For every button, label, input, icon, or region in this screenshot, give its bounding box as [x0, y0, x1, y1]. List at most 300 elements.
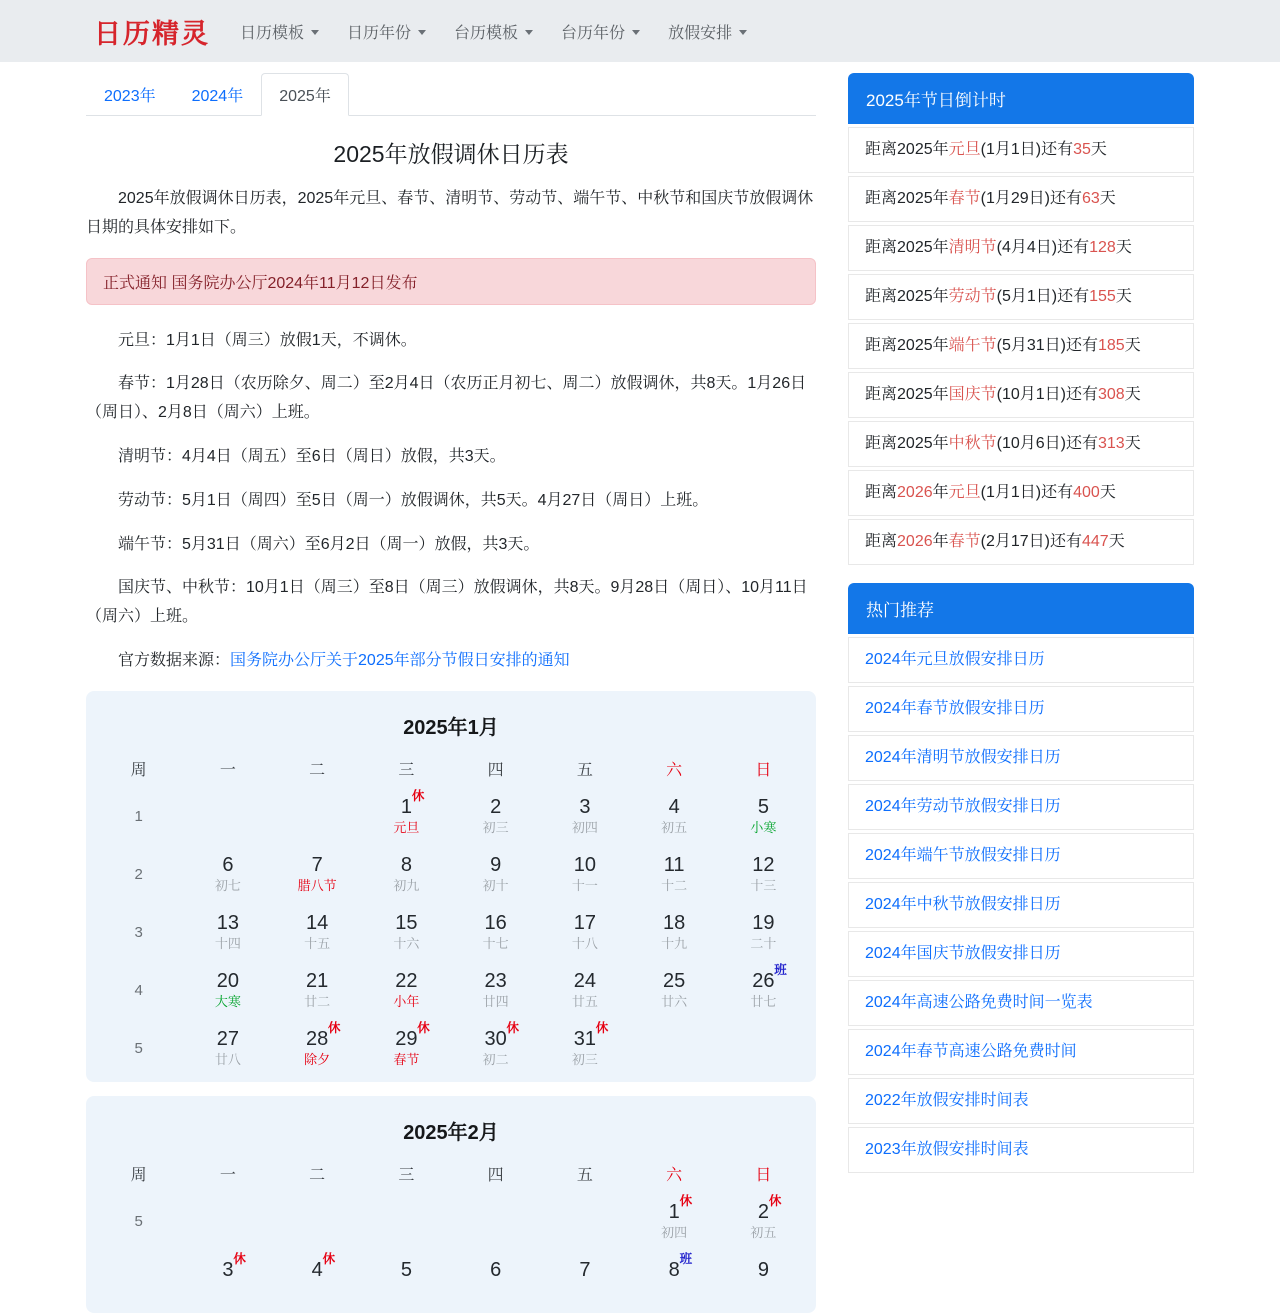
- page-title: 2025年放假调休日历表: [333, 141, 569, 167]
- lunar-label: 十五: [304, 936, 331, 952]
- week-number: 4: [134, 981, 143, 999]
- chevron-down-icon: [525, 30, 533, 35]
- countdown-holiday-name: 劳动节: [948, 288, 997, 305]
- day-number-wrap: [306, 971, 328, 992]
- lunar-label: [630, 1284, 719, 1299]
- nav-menu: [226, 12, 761, 51]
- rest-day-badge: 休: [595, 1021, 609, 1036]
- day-number-wrap: [574, 913, 596, 934]
- day-number-wrap: [312, 855, 323, 876]
- day-number-wrap: [574, 971, 596, 992]
- lunar-label: 除夕: [304, 1052, 331, 1068]
- lunar-label: [362, 1284, 451, 1299]
- week-number: 2: [134, 865, 143, 883]
- countdown-date-text: (1月1日)还有: [980, 484, 1074, 501]
- hot-item-link[interactable]: 2024年劳动节放假安排日历: [865, 798, 1061, 815]
- calendar-day-cell: [719, 1251, 808, 1309]
- tab-2023年[interactable]: 2023年: [104, 88, 156, 105]
- holiday-paragraphs: [86, 327, 816, 632]
- lunar-label: 初三: [571, 1052, 598, 1068]
- source-label: 官方数据来源：: [118, 651, 231, 669]
- lunar-label: 初五: [661, 820, 688, 836]
- countdown-prefix: 距离: [865, 141, 898, 158]
- weekday-header: 周: [130, 762, 147, 780]
- hot-item: [848, 882, 1194, 928]
- hot-item-link[interactable]: 2023年放假安排时间表: [865, 1141, 1029, 1158]
- countdown-year-suffix: 年: [932, 239, 949, 256]
- rest-day-badge: 休: [411, 789, 425, 804]
- countdown-year-suffix: 年: [932, 141, 949, 158]
- countdown-year: 2025: [897, 386, 933, 403]
- calendar-month-title: 2025年2月: [403, 1121, 499, 1144]
- day-number-wrap: [311, 1252, 336, 1282]
- calendar-day-cell: [362, 788, 451, 846]
- weekday-header: 二: [309, 762, 326, 780]
- hot-item-link[interactable]: 2024年中秋节放假安排日历: [865, 896, 1061, 913]
- calendar-day-cell: [540, 1020, 629, 1078]
- calendar-month: [86, 691, 816, 1082]
- countdown-panel: [848, 73, 1194, 565]
- calendar-day-cell: [540, 846, 629, 904]
- hot-panel-title: 热门推荐: [848, 583, 1194, 634]
- official-notice-alert: 正式通知 国务院办公厅2024年11月12日发布: [86, 258, 816, 305]
- holiday-paragraph: 国庆节、中秋节：10月1日（周三）至8日（周三）放假调休，共8天。9月28日（周日）、10月11日（周六）上班。: [86, 579, 808, 626]
- rest-day-badge: 休: [679, 1194, 693, 1209]
- lunar-label: 廿七: [750, 994, 777, 1010]
- hot-item: [848, 686, 1194, 732]
- calendar-day-cell: [630, 904, 719, 962]
- day-number-wrap: [222, 1252, 246, 1282]
- countdown-year-suffix: 年: [932, 386, 949, 403]
- countdown-suffix: 天: [1124, 435, 1141, 452]
- day-number: 2: [490, 796, 502, 819]
- calendar-empty-cell: [630, 1020, 719, 1078]
- countdown-item: [848, 421, 1194, 467]
- chevron-down-icon: [311, 30, 319, 35]
- nav-item-label: 放假安排: [668, 24, 733, 42]
- day-number: 6: [222, 854, 234, 877]
- lunar-label: [273, 1284, 362, 1299]
- countdown-days-remaining: 63: [1082, 190, 1100, 207]
- countdown-date-text: (1月1日)还有: [980, 141, 1074, 158]
- countdown-item: [848, 323, 1194, 369]
- countdown-prefix: 距离: [865, 190, 898, 207]
- lunar-label: 廿四: [482, 994, 509, 1010]
- holiday-paragraph: 元旦：1月1日（周三）放假1天，不调休。: [118, 331, 417, 349]
- calendar-day-cell: [451, 1251, 540, 1309]
- hot-item: [848, 1029, 1194, 1075]
- day-number-wrap: [490, 797, 501, 818]
- countdown-item: [848, 176, 1194, 222]
- calendars: [86, 691, 816, 1313]
- day-number: 14: [306, 912, 329, 935]
- lunar-label: 廿八: [214, 1052, 241, 1068]
- calendar-day-cell: [273, 1251, 362, 1309]
- countdown-list: [848, 127, 1194, 565]
- countdown-suffix: 天: [1099, 190, 1116, 207]
- day-number-wrap: [217, 971, 239, 992]
- day-number-wrap: [668, 1194, 693, 1224]
- calendar-day-cell: [630, 846, 719, 904]
- day-number-wrap: [663, 913, 685, 934]
- day-number: 31: [573, 1028, 596, 1051]
- nav-item-label: 台历年份: [561, 24, 626, 42]
- hot-item-link[interactable]: 2024年端午节放假安排日历: [865, 847, 1061, 864]
- calendar-day-cell: [362, 1251, 451, 1309]
- day-number: 1: [668, 1201, 680, 1224]
- lunar-label: 春节: [393, 1052, 420, 1068]
- day-number: 20: [216, 970, 239, 993]
- countdown-year-suffix: 年: [932, 337, 949, 354]
- rest-day-badge: 休: [417, 1021, 430, 1036]
- calendar-day-cell: [451, 846, 540, 904]
- day-number-wrap: [669, 797, 680, 818]
- calendar-day-cell: [183, 846, 272, 904]
- hot-item: [848, 931, 1194, 977]
- day-number: 3: [579, 796, 591, 819]
- calendar-day-cell: [362, 904, 451, 962]
- countdown-days-remaining: 155: [1089, 288, 1116, 305]
- calendar-day-cell: [630, 1251, 719, 1309]
- countdown-days-remaining: 35: [1073, 141, 1091, 158]
- nav-item-3[interactable]: [440, 12, 547, 51]
- day-number: 8: [668, 1259, 680, 1282]
- day-number-wrap: [395, 913, 417, 934]
- calendar-day-cell: [451, 904, 540, 962]
- day-number-wrap: [401, 1260, 412, 1281]
- countdown-item: [848, 274, 1194, 320]
- countdown-holiday-name: 清明节: [948, 239, 997, 256]
- day-number-wrap: [306, 1021, 341, 1051]
- countdown-holiday-name: 国庆节: [948, 386, 997, 403]
- countdown-suffix: 天: [1124, 337, 1141, 354]
- day-number-wrap: [579, 797, 590, 818]
- day-number: 9: [757, 1259, 769, 1282]
- day-number: 24: [573, 970, 596, 993]
- countdown-year: 2025: [897, 435, 933, 452]
- countdown-item: [848, 470, 1194, 516]
- lunar-label: 十八: [571, 936, 598, 952]
- countdown-year: 2025: [897, 141, 933, 158]
- countdown-days-remaining: 313: [1098, 435, 1125, 452]
- day-number-wrap: [400, 789, 425, 819]
- countdown-panel-title: 2025年节日倒计时: [848, 73, 1194, 124]
- chevron-down-icon: [418, 30, 426, 35]
- lunar-label: 初二: [482, 1052, 509, 1068]
- day-number: 4: [311, 1259, 323, 1282]
- intro-paragraph: 2025年放假调休日历表，2025年元旦、春节、清明节、劳动节、端午节、中秋节和国庆节放假调休日期的具体安排如下。: [86, 190, 814, 236]
- day-number-wrap: [401, 855, 412, 876]
- calendar-week-row: [94, 962, 808, 1020]
- lunar-label: 小寒: [750, 820, 777, 836]
- countdown-year: 2025: [897, 288, 933, 305]
- day-number-wrap: [222, 855, 233, 876]
- hot-item-link[interactable]: 2024年春节高速公路免费时间: [865, 1043, 1077, 1060]
- countdown-days-remaining: 400: [1073, 484, 1100, 501]
- year-tabs: [86, 73, 816, 116]
- rest-day-badge: 休: [328, 1021, 341, 1036]
- weekday-header: 一: [219, 762, 236, 780]
- lunar-label: [540, 1284, 629, 1299]
- countdown-days-remaining: 185: [1098, 337, 1125, 354]
- day-number: 1: [400, 796, 412, 819]
- holiday-paragraph: 春节：1月28日（农历除夕、周二）至2月4日（农历正月初七、周二）放假调休，共8天。1月26日（周日）、2月8日（周六）上班。: [86, 375, 807, 422]
- day-number-wrap: [752, 963, 787, 993]
- nav-item-5[interactable]: [654, 12, 761, 51]
- hot-item-link[interactable]: 2024年元旦放假安排日历: [865, 651, 1045, 668]
- lunar-label: [719, 1284, 808, 1299]
- day-number: 21: [306, 970, 329, 993]
- hot-item: [848, 1127, 1194, 1173]
- day-number: 26: [752, 970, 775, 993]
- hot-list: [848, 637, 1194, 1173]
- source-notice-link[interactable]: 国务院办公厅关于2025年部分节假日安排的通知: [230, 651, 570, 669]
- calendar-empty-cell: [540, 1193, 629, 1251]
- holiday-paragraph: 端午节：5月31日（周六）至6月2日（周一）放假，共3天。: [118, 535, 540, 553]
- hot-recommend-panel: [848, 583, 1194, 1173]
- week-number-cell: [94, 1251, 183, 1309]
- calendar-day-cell: [451, 1020, 540, 1078]
- countdown-holiday-name: 端午节: [948, 337, 997, 354]
- hot-item-link[interactable]: 2024年春节放假安排日历: [865, 700, 1045, 717]
- countdown-holiday-name: 春节: [948, 533, 981, 550]
- day-number: 7: [579, 1259, 591, 1282]
- weekday-header: 五: [576, 762, 593, 780]
- day-number-wrap: [757, 1194, 782, 1224]
- work-day-badge: 班: [774, 963, 787, 978]
- calendar-day-cell: [630, 788, 719, 846]
- day-number: 5: [400, 1259, 412, 1282]
- day-number: 30: [484, 1028, 507, 1051]
- day-number: 18: [663, 912, 686, 935]
- week-number: 1: [134, 807, 143, 825]
- day-number-wrap: [758, 1260, 769, 1281]
- weekday-header: 二: [309, 1167, 326, 1185]
- calendar-empty-cell: [719, 1020, 808, 1078]
- lunar-label: 初七: [214, 878, 241, 894]
- lunar-label: 初三: [482, 820, 509, 836]
- lunar-label: 十九: [661, 936, 688, 952]
- day-number-wrap: [752, 855, 774, 876]
- calendar-day-cell: [362, 1020, 451, 1078]
- day-number: 7: [311, 854, 323, 877]
- countdown-holiday-name: 中秋节: [948, 435, 997, 452]
- countdown-date-text: (2月17日)还有: [980, 533, 1082, 550]
- countdown-date-text: (1月29日)还有: [980, 190, 1082, 207]
- lunar-label: 初十: [482, 878, 509, 894]
- nav-item-2[interactable]: [333, 12, 440, 51]
- brand-logo[interactable]: 日历精灵: [94, 18, 210, 49]
- day-number: 23: [484, 970, 507, 993]
- countdown-suffix: 天: [1108, 533, 1125, 550]
- calendar-week-row: [94, 1251, 808, 1309]
- day-number: 15: [395, 912, 418, 935]
- lunar-label: 十六: [393, 936, 420, 952]
- day-number: 12: [752, 854, 775, 877]
- day-number-wrap: [490, 1260, 501, 1281]
- lunar-label: [183, 1284, 272, 1299]
- calendar-week-row: [94, 1020, 808, 1078]
- countdown-date-text: (10月1日)还有: [996, 386, 1098, 403]
- calendar-day-cell: [183, 904, 272, 962]
- day-number-wrap: [664, 855, 685, 876]
- calendar-day-cell: [719, 846, 808, 904]
- hot-item: [848, 735, 1194, 781]
- day-number: 25: [663, 970, 686, 993]
- nav-item-1[interactable]: [226, 12, 333, 51]
- day-number: 28: [306, 1028, 329, 1051]
- week-number: 5: [134, 1212, 143, 1230]
- lunar-label: 小年: [393, 994, 420, 1010]
- calendar-week-row: [94, 904, 808, 962]
- lunar-label: 廿六: [661, 994, 688, 1010]
- day-number: 5: [757, 796, 769, 819]
- countdown-holiday-name: 元旦: [948, 141, 981, 158]
- countdown-suffix: 天: [1115, 288, 1132, 305]
- calendar-month-title: 2025年1月: [403, 716, 499, 739]
- countdown-date-text: (5月1日)还有: [996, 288, 1090, 305]
- countdown-year: 2025: [897, 190, 933, 207]
- day-number: 9: [490, 854, 502, 877]
- weekday-header: 日: [755, 762, 772, 780]
- countdown-item: [848, 225, 1194, 271]
- calendar-day-cell: [630, 962, 719, 1020]
- week-number-cell: [94, 788, 183, 846]
- nav-item-label: 日历模板: [240, 24, 305, 42]
- day-number-wrap: [490, 855, 501, 876]
- day-number-wrap: [485, 913, 507, 934]
- nav-item-label: 台历模板: [454, 24, 519, 42]
- day-number: 27: [216, 1028, 239, 1051]
- hot-item-link[interactable]: 2024年高速公路免费时间一览表: [865, 994, 1093, 1011]
- hot-item-link[interactable]: 2022年放假安排时间表: [865, 1092, 1029, 1109]
- hot-item: [848, 980, 1194, 1026]
- source-line: [86, 647, 816, 676]
- lunar-label: 十一: [571, 878, 598, 894]
- lunar-label: 二十: [750, 936, 777, 952]
- countdown-year: 2026: [897, 484, 933, 501]
- day-number-wrap: [579, 1260, 590, 1281]
- countdown-item: [848, 519, 1194, 565]
- rest-day-badge: 休: [322, 1252, 336, 1267]
- calendar-empty-cell: [273, 788, 362, 846]
- tab-2025年[interactable]: 2025年: [261, 73, 349, 116]
- countdown-suffix: 天: [1115, 239, 1132, 256]
- work-day-badge: 班: [679, 1252, 693, 1267]
- sidebar: [848, 73, 1194, 1191]
- lunar-label: 廿五: [571, 994, 598, 1010]
- countdown-holiday-name: 春节: [948, 190, 981, 207]
- holiday-paragraph: 劳动节：5月1日（周四）至5日（周一）放假调休，共5天。4月27日（周日）上班。: [118, 491, 709, 509]
- lunar-label: 大寒: [214, 994, 241, 1010]
- day-number-wrap: [485, 971, 507, 992]
- countdown-year-suffix: 年: [932, 190, 949, 207]
- hot-item-link[interactable]: 2024年清明节放假安排日历: [865, 749, 1061, 766]
- calendar-day-cell: [451, 962, 540, 1020]
- countdown-year-suffix: 年: [932, 533, 949, 550]
- calendar-day-cell: [540, 904, 629, 962]
- countdown-prefix: 距离: [865, 337, 898, 354]
- day-number-wrap: [395, 1021, 430, 1051]
- lunar-label: [451, 1284, 540, 1299]
- countdown-suffix: 天: [1090, 141, 1107, 158]
- calendar-day-cell: [183, 1020, 272, 1078]
- day-number-wrap: [668, 1252, 693, 1282]
- day-number: 22: [395, 970, 418, 993]
- day-number-wrap: [217, 913, 239, 934]
- countdown-year: 2025: [897, 239, 933, 256]
- calendar-week-row: [94, 846, 808, 904]
- lunar-label: 十三: [750, 878, 777, 894]
- countdown-prefix: 距离: [865, 239, 898, 256]
- countdown-prefix: 距离: [865, 484, 898, 501]
- day-number: 11: [663, 854, 685, 877]
- countdown-days-remaining: 447: [1082, 533, 1109, 550]
- day-number-wrap: [395, 971, 417, 992]
- day-number-wrap: [573, 1021, 609, 1051]
- calendar-day-cell: [273, 962, 362, 1020]
- hot-item: [848, 784, 1194, 830]
- calendar-table: [94, 1155, 808, 1309]
- top-navbar: [0, 0, 1280, 62]
- weekday-header: 四: [487, 1167, 504, 1185]
- day-number-wrap: [217, 1029, 239, 1050]
- day-number-wrap: [574, 855, 596, 876]
- tab-2024年[interactable]: 2024年: [191, 88, 244, 105]
- day-number: 19: [752, 912, 775, 935]
- calendar-week-row: [94, 1193, 808, 1251]
- countdown-prefix: 距离: [865, 533, 898, 550]
- calendar-day-cell: [273, 846, 362, 904]
- countdown-year: 2025: [897, 337, 933, 354]
- chevron-down-icon: [632, 30, 640, 35]
- week-number-cell: [94, 846, 183, 904]
- rest-day-badge: 休: [768, 1194, 782, 1209]
- calendar-empty-cell: [183, 1193, 272, 1251]
- weekday-header: 五: [576, 1167, 593, 1185]
- weekday-header: 一: [219, 1167, 236, 1185]
- calendar-empty-cell: [362, 1193, 451, 1251]
- day-number-wrap: [758, 797, 769, 818]
- calendar-empty-cell: [451, 1193, 540, 1251]
- day-number: 13: [216, 912, 239, 935]
- hot-item-link[interactable]: 2024年国庆节放假安排日历: [865, 945, 1061, 962]
- calendar-day-cell: [719, 1193, 808, 1251]
- weekday-header: 六: [666, 1167, 683, 1185]
- day-number: 2: [757, 1201, 769, 1224]
- countdown-year-suffix: 年: [932, 435, 949, 452]
- calendar-day-cell: [273, 904, 362, 962]
- rest-day-badge: 休: [233, 1252, 246, 1267]
- day-number-wrap: [484, 1021, 520, 1051]
- week-number-cell: [94, 1020, 183, 1078]
- nav-item-4[interactable]: [547, 12, 654, 51]
- day-number-wrap: [306, 913, 328, 934]
- countdown-prefix: 距离: [865, 435, 898, 452]
- calendar-table: [94, 750, 808, 1078]
- day-number: 4: [668, 796, 680, 819]
- weekday-header: 日: [755, 1167, 772, 1185]
- countdown-date-text: (5月31日)还有: [996, 337, 1098, 354]
- calendar-day-cell: [273, 1020, 362, 1078]
- calendar-day-cell: [630, 1193, 719, 1251]
- calendar-day-cell: [719, 904, 808, 962]
- countdown-holiday-name: 元旦: [948, 484, 981, 501]
- lunar-label: 十七: [482, 936, 509, 952]
- countdown-days-remaining: 308: [1098, 386, 1125, 403]
- week-number: 3: [134, 923, 143, 941]
- weekday-header: 四: [487, 762, 504, 780]
